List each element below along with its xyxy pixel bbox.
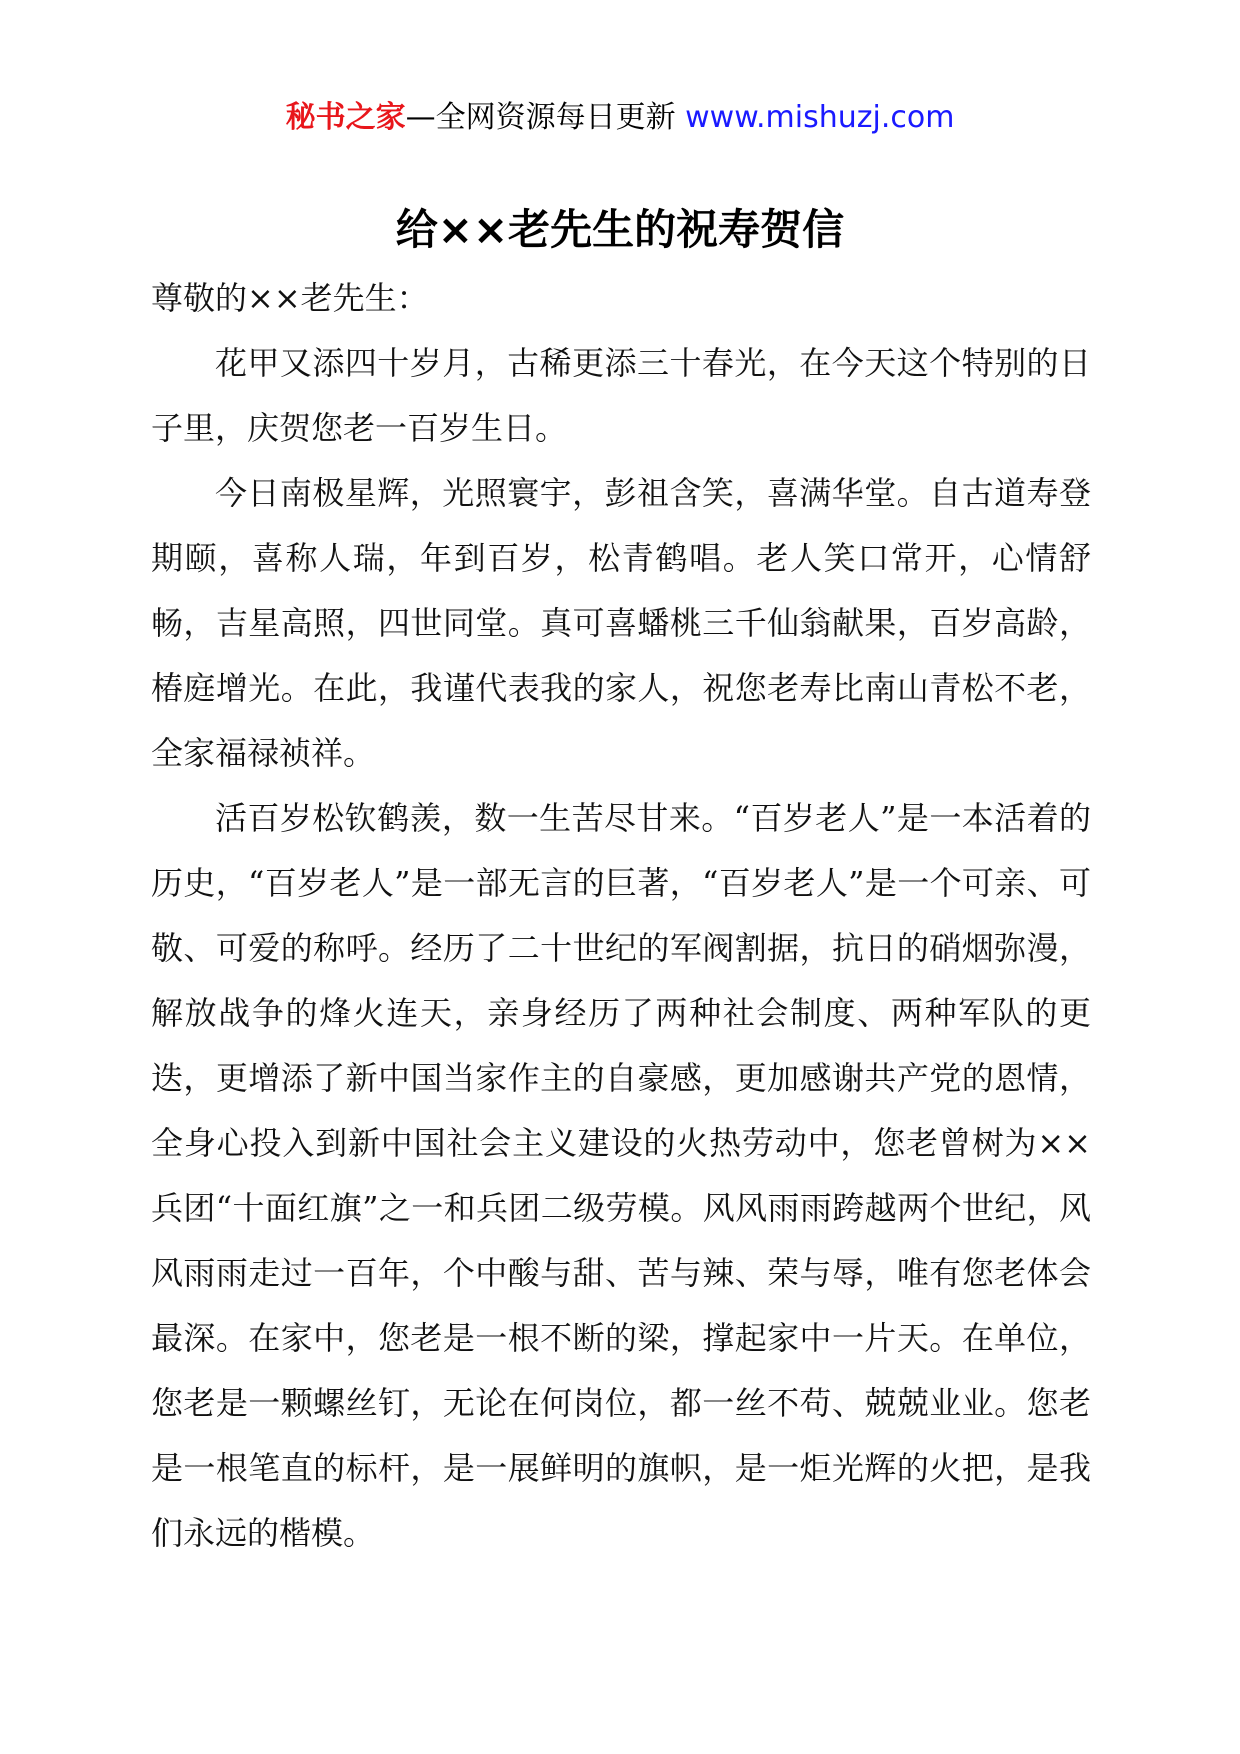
paragraph-1: 花甲又添四十岁月，古稀更添三十春光，在今天这个特别的日子里，庆贺您老一百岁生日。 xyxy=(151,344,1091,447)
document-title: 给××老先生的祝寿贺信 xyxy=(395,205,845,254)
site-url-link[interactable]: www.mishuzj.com xyxy=(685,100,955,135)
paragraph-3: 活百岁松钦鹤羡，数一生苦尽甘来。“百岁老人”是一本活着的历史，“百岁老人”是一部无言的巨著，“百岁老人”是一个可亲、可敬、可爱的称呼。经历了二十世纪的军阀割据，抗日的硝烟弥漫，解放战争的烽火连天，亲身经历了两种社会制度、两种军队的更迭，更增添了新中国当家作主的自豪感，更加感谢共产党的恩情，全身心投入到新中国社会主义建设的火热劳动中，您老曾树为××兵团“十面红旗”之一和兵团二级劳模。风风雨雨跨越两个世纪，风风雨雨走过一百年，个中酸与甜、苦与辣、荣与辱，唯有您老体会最深。在家中，您老是一根不断的梁，撑起家中一片天。在单位，您老是一颗螺丝钉，无论在何岗位，都一丝不苟、兢兢业业。您老是一根笔直的标杆，是一展鲜明的旗帜，是一炬光辉的火把，是我们永远的楷模。 xyxy=(151,799,1091,1552)
paragraph-2: 今日南极星辉，光照寰宇，彭祖含笑，喜满华堂。自古道寿登期颐，喜称人瑞，年到百岁，松青鹤唱。老人笑口常开，心情舒畅，吉星高照，四世同堂。真可喜蟠桃三千仙翁献果，百岁高龄，椿庭增光。在此，我谨代表我的家人，祝您老寿比南山青松不老，全家福禄祯祥。 xyxy=(151,474,1091,772)
salutation: 尊敬的××老先生： xyxy=(151,279,429,317)
brand-name: 秘书之家 xyxy=(285,100,406,135)
header-slogan: —全网资源每日更新 xyxy=(405,100,686,135)
letter-body xyxy=(151,266,1091,1566)
site-header xyxy=(0,98,1240,138)
